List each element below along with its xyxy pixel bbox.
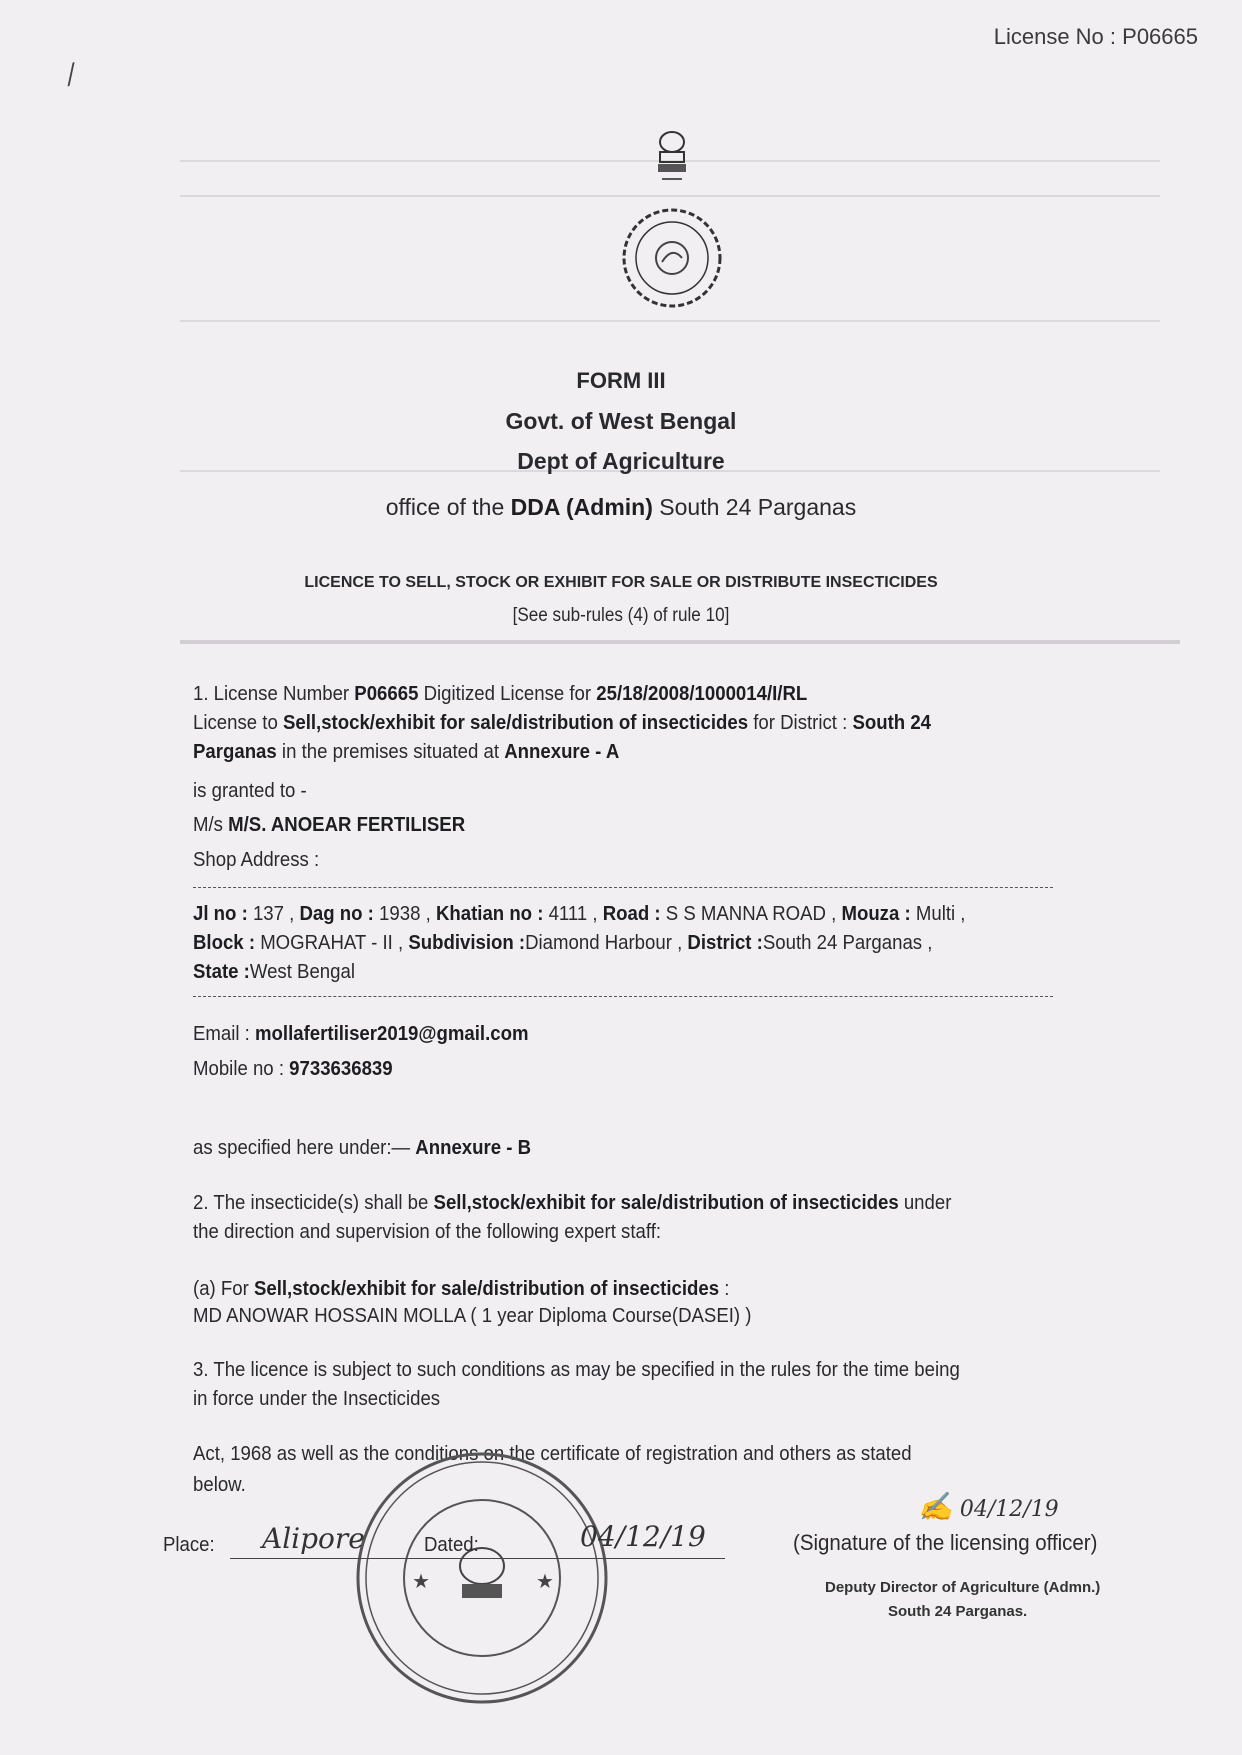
license-number: P06665 <box>354 683 419 705</box>
district: South 24 <box>852 712 932 734</box>
text: (a) For <box>193 1278 249 1300</box>
label: Jl no : <box>193 903 248 925</box>
text: Digitized License for <box>423 683 592 705</box>
officer-signature <box>918 1490 1059 1523</box>
email-row <box>193 1023 529 1046</box>
annexure-b: Annexure - B <box>415 1137 532 1159</box>
svg-text:★: ★ <box>536 1571 554 1593</box>
label: Road : <box>602 903 661 925</box>
svg-text:★: ★ <box>412 1571 430 1593</box>
label: District : <box>687 932 763 954</box>
para1-line3 <box>193 741 619 764</box>
para2-line1 <box>193 1192 951 1215</box>
date-handwritten: 04/12/19 <box>580 1520 706 1553</box>
label: State : <box>193 961 250 983</box>
para3-line3: Act, 1968 as well as the conditions on the certificate of registration and others as stated <box>193 1443 912 1465</box>
annexure-a: Annexure - A <box>504 741 620 763</box>
text: License to <box>193 712 278 734</box>
para3-line2: in force under the Insecticides <box>193 1388 441 1410</box>
form-title: FORM III <box>576 368 666 393</box>
email-label: Email : <box>193 1023 250 1045</box>
state: West Bengal <box>249 961 355 983</box>
block: MOGRAHAT - II , <box>260 932 404 954</box>
activity: Sell,stock/exhibit for sale/distribution of insecticides <box>282 712 749 734</box>
license-ref: 25/18/2008/1000014/I/RL <box>596 683 808 705</box>
address-line2 <box>193 932 932 955</box>
office-prefix: office of the <box>385 494 505 520</box>
mouza: Multi , <box>915 903 966 925</box>
granted-to: is granted to - <box>193 780 307 802</box>
divider <box>193 887 1053 888</box>
office-title <box>0 494 1242 521</box>
shop-address-label: Shop Address : <box>193 849 320 871</box>
mobile-label: Mobile no : <box>193 1058 284 1080</box>
divider <box>193 996 1053 997</box>
place-line <box>230 1558 725 1559</box>
mobile: 9733636839 <box>289 1058 393 1080</box>
activity: Sell,stock/exhibit for sale/distribution of insecticides <box>433 1192 899 1214</box>
text: under <box>903 1192 952 1214</box>
dated-label: Dated: <box>424 1534 479 1556</box>
govt-title: Govt. of West Bengal <box>505 408 737 434</box>
place-label: Place: <box>163 1534 215 1556</box>
para1-line1 <box>193 683 807 706</box>
license-no-value: P06665 <box>1122 24 1198 49</box>
text: as specified here under:— <box>193 1137 411 1159</box>
email: mollafertiliser2019@gmail.com <box>255 1023 529 1045</box>
dept-title: Dept of Agriculture <box>517 448 725 474</box>
licence-heading: LICENCE TO SELL, STOCK OR EXHIBIT FOR SALE OR DISTRIBUTE INSECTICIDES <box>304 574 938 591</box>
text: in the premises situated at <box>281 741 500 763</box>
text: 1. License Number <box>193 683 350 705</box>
staff-line1 <box>193 1278 729 1301</box>
activity: Sell,stock/exhibit for sale/distribution of insecticides <box>253 1278 720 1300</box>
address-line1 <box>193 903 965 926</box>
road: S S MANNA ROAD , <box>665 903 837 925</box>
para2-line2: the direction and supervision of the following expert staff: <box>193 1221 662 1243</box>
office-district: South 24 Parganas <box>659 494 857 520</box>
text: 2. The insecticide(s) shall be <box>193 1192 429 1214</box>
officer-title: Deputy Director of Agriculture (Admn.) <box>825 1579 1101 1596</box>
license-no-label: License No : <box>993 24 1117 49</box>
mobile-row <box>193 1058 393 1081</box>
pen-mark: ⁄ <box>64 58 81 91</box>
office-stamp-icon <box>352 1448 612 1708</box>
office-name: DDA (Admin) <box>510 494 653 520</box>
label: Khatian no : <box>435 903 544 925</box>
label: Subdivision : <box>408 932 526 954</box>
firm-name <box>193 814 465 837</box>
signature-scribble: ✍ <box>918 1490 953 1523</box>
text: : <box>724 1278 730 1300</box>
expert-staff: MD ANOWAR HOSSAIN MOLLA ( 1 year Diploma Course(DASEI) ) <box>193 1305 752 1327</box>
subdivision: Diamond Harbour , <box>525 932 683 954</box>
khatian-no: 4111 , <box>548 903 598 925</box>
place-handwritten: Alipore <box>262 1522 365 1555</box>
officer-district: South 24 Parganas. <box>888 1603 1028 1620</box>
label: Block : <box>193 932 256 954</box>
text: for District : <box>753 712 848 734</box>
licence-subheading: [See sub-rules (4) of rule 10] <box>512 605 730 626</box>
label: Mouza : <box>841 903 911 925</box>
agriculture-dept-seal-icon <box>620 206 724 310</box>
state-emblem-icon <box>648 128 696 198</box>
signature-date: 04/12/19 <box>959 1497 1059 1522</box>
firm: M/S. ANOEAR FERTILISER <box>228 814 466 836</box>
specified-row <box>193 1137 531 1160</box>
district: Parganas <box>193 741 277 763</box>
dag-no: 1938 , <box>379 903 431 925</box>
para3-line4: below. <box>193 1474 246 1496</box>
para3-line1: 3. The licence is subject to such conditions as may be specified in the rules for the time being <box>193 1359 960 1381</box>
district: South 24 Parganas , <box>762 932 933 954</box>
ms-prefix: M/s <box>193 814 223 836</box>
label: Dag no : <box>299 903 374 925</box>
jl-no: 137 , <box>252 903 295 925</box>
para1-line2 <box>193 712 931 735</box>
signature-caption: (Signature of the licensing officer) <box>793 1530 1098 1555</box>
address-line3 <box>193 961 355 984</box>
license-number-header <box>994 24 1198 50</box>
